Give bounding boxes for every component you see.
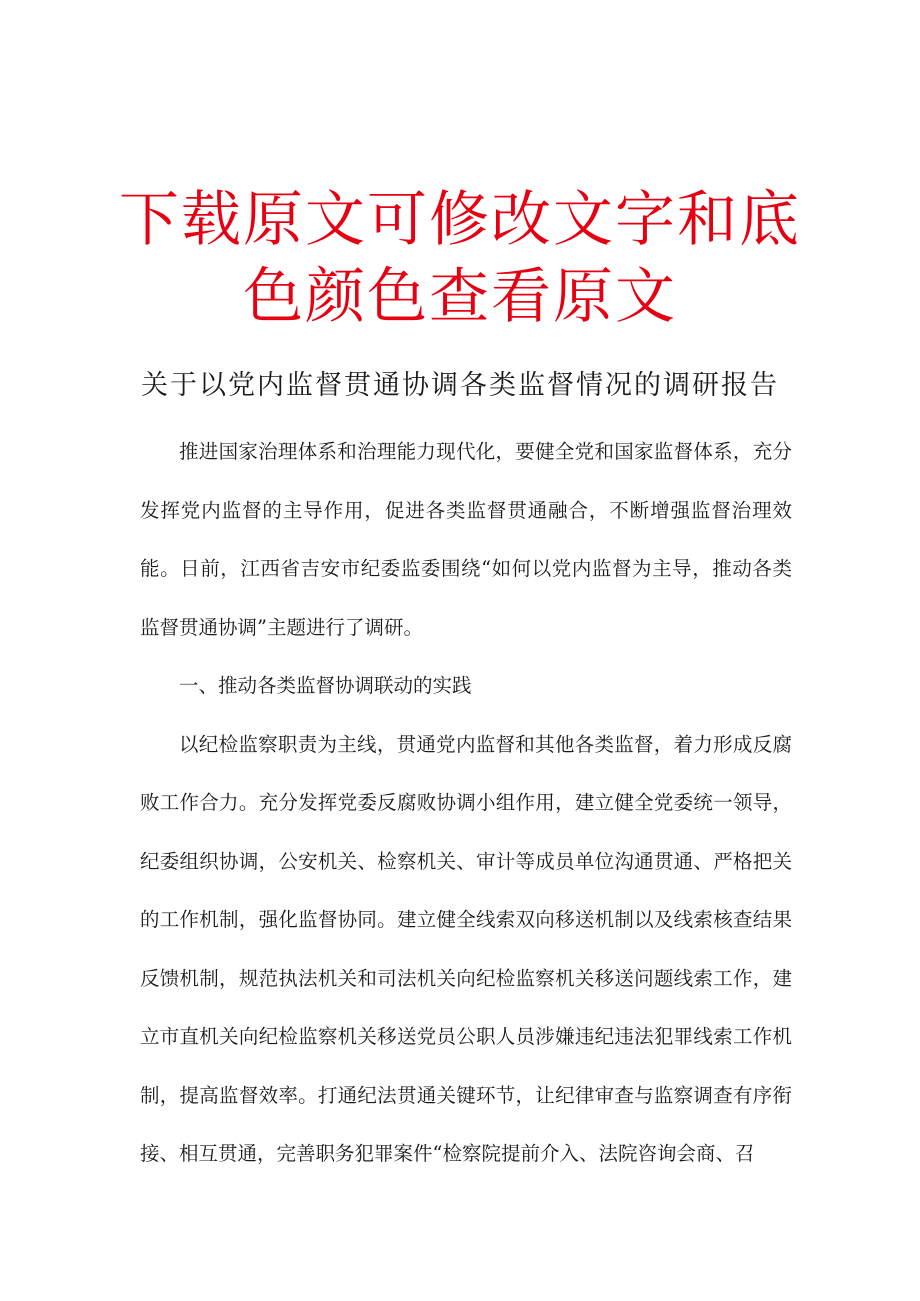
download-banner (100, 182, 820, 336)
document-body (140, 423, 792, 1184)
section-heading: 一、推动各类监督协调联动的实践 (179, 674, 472, 697)
report-title: 关于以党内监督贯通协调各类监督情况的调研报告 (141, 370, 779, 401)
practice-paragraph: 以纪检监察职责为主线，贯通党内监督和其他各类监督，着力形成反腐败工作合力。充分发挥党委反腐败协调小组作用，建立健全党委统一领导，纪委组织协调，公安机关、检察机关、审计等成员单位沟通贯通、严格把关的工作机制，强化监督协同。建立健全线索双向移送机制以及线索核查结果反馈机制，规范执法机关和司法机关向纪检监察机关移送问题线索工作，建立市直机关向纪检监察机关移送党员公职人员涉嫌违纪违法犯罪线索工作机制，提高监督效率。打通纪法贯通关键环节，让纪律审查与监察调查有序衔接、相互贯通，完善职务犯罪案件“检察院提前介入、法院咨询会商、召 (140, 732, 792, 1165)
banner-line-2: 色颜色查看原文 (243, 262, 677, 332)
intro-paragraph: 推进国家治理体系和治理能力现代化，要健全党和国家监督体系，充分发挥党内监督的主导作用，促进各类监督贯通融合，不断增强监督治理效能。日前，江西省吉安市纪委监委围绕“如何以党内监督为主导，推动各类监督贯通协调”主题进行了调研。 (140, 440, 792, 639)
banner-line-1: 下载原文可修改文字和底 (119, 185, 801, 255)
